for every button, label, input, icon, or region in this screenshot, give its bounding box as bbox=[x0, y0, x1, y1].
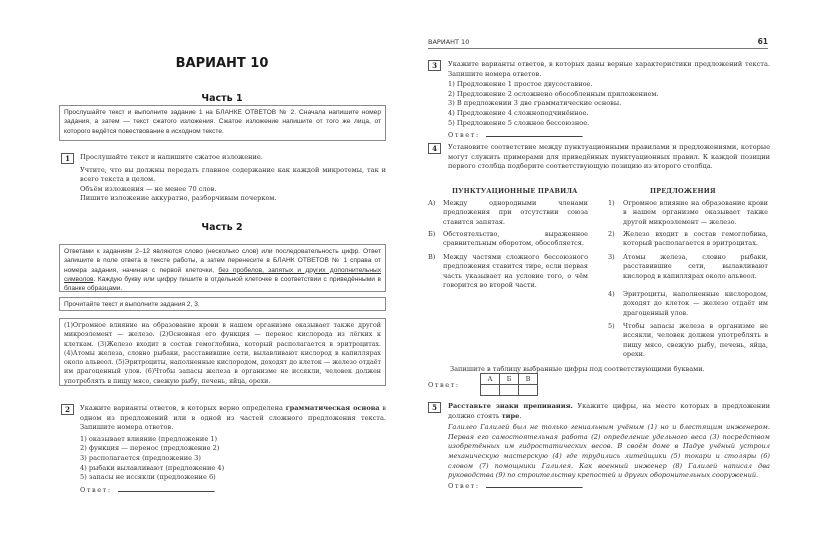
table-instruction: Запишите в таблицу выбранные цифры под соответствующими буквами. bbox=[450, 365, 705, 373]
task-1-line: Учтите, что вы должны передать главное содержание как каждой микротемы, так и всего текста в целом. bbox=[80, 165, 386, 184]
prompt-bold: Расставьте знаки препинания. bbox=[448, 402, 573, 410]
sentence-item-3 bbox=[608, 253, 768, 285]
sentence-text: Огромное влияние на образование крови в нашем организме оказывает также другой микроэлемент — железо. bbox=[623, 199, 768, 226]
prompt-bold-2: тире bbox=[501, 411, 520, 420]
right-page bbox=[410, 0, 820, 553]
rule-label: Б) bbox=[428, 230, 436, 238]
rule-text: Обстоятельство, выраженное сравнительным оборотом, обособляется. bbox=[443, 230, 588, 248]
answer-cell-a[interactable] bbox=[481, 385, 500, 396]
prompt-text: Укажите варианты ответов, в которых верно определена bbox=[80, 404, 286, 412]
sentence-label: 2) bbox=[608, 230, 615, 238]
sentence-text: Железо входит в состав гемоглобина, который располагается в эритроцитах. bbox=[623, 230, 768, 248]
prompt-bold: грамматическая основа bbox=[285, 404, 380, 412]
task-5-answer-row bbox=[448, 481, 770, 492]
task-2-option: 1) оказывает влияние (предложение 1) bbox=[80, 434, 218, 443]
prompt-text: Укажите цифры, на месте которых в предложении должно стоять bbox=[448, 402, 770, 420]
answer-cell-b[interactable] bbox=[500, 385, 519, 396]
answer-label: Ответ: bbox=[448, 131, 480, 140]
answer-end: . bbox=[213, 485, 216, 494]
answer-table-header-v: В bbox=[519, 374, 538, 385]
task-4 bbox=[428, 143, 770, 189]
task-2-body bbox=[80, 404, 386, 495]
task-2-answer-row bbox=[80, 485, 386, 496]
task-2-option: 4) рыбаки вылавливают (предложение 4) bbox=[80, 463, 225, 472]
answer-table-header-b: Б bbox=[500, 374, 519, 385]
task-2-answer-field[interactable] bbox=[118, 485, 214, 492]
task-3-prompt: Укажите варианты ответов, в которых даны верные характеристики предложений текста. Запишите номера ответов. bbox=[448, 60, 770, 78]
read-instruction-box: Прочитайте текст и выполните задания 2, 3. bbox=[59, 297, 386, 311]
task-3 bbox=[428, 60, 770, 140]
answer-label: Ответ: bbox=[448, 481, 480, 490]
running-head bbox=[428, 37, 768, 49]
task-5-answer-field[interactable] bbox=[486, 481, 582, 488]
answer-end: . bbox=[581, 481, 584, 490]
task-3-option: 2) Предложение 2 осложнено обособленным приложением. bbox=[448, 89, 659, 98]
answer-label: Ответ: bbox=[80, 485, 112, 494]
answer-table-value-row bbox=[481, 385, 538, 396]
task-5-prompt bbox=[448, 402, 770, 421]
part2-title: Часть 2 bbox=[201, 222, 243, 233]
part2-instruction-text: Ответами к заданиям 2–12 являются слово (несколько слов) или последовательность цифр. Ответ запишите в поле ответа в тексте работы, а затем перенесите в БЛАНК ОТВЕТОВ № 1 справа от номера задания, начиная с первой клеточки, bbox=[64, 248, 381, 274]
rule-label: В) bbox=[428, 253, 436, 261]
task-3-answer-row bbox=[448, 130, 770, 141]
rule-item-v bbox=[428, 253, 588, 293]
prompt-text-end: в одном из предложений или в одной из частей сложного предложения текста. Запишите номера ответов. bbox=[80, 404, 386, 432]
sentences-column-header: ПРЕДЛОЖЕНИЯ bbox=[650, 187, 716, 195]
rules-column-header: ПУНКТУАЦИОННЫЕ ПРАВИЛА bbox=[452, 187, 578, 195]
task-5-text: Галилео Галилей был не только гениальным учёным (1) но и блестящим инженером. Первая его самостоятельная работа (2) определение удельного веса (3) посредством изобретённых им гидростатических весов. В своём доме в Падуе учёный устроил механическую мастерскую (4) где трудились литейщики (5) токари и столяры (6) словом (7) помощники Галилея. Как военный инженер (8) Галилей написал два руководства (9) по строительству крепостей и других оборонительных сооружений. bbox=[448, 423, 770, 480]
answer-cell-v[interactable] bbox=[519, 385, 538, 396]
sentence-item-4 bbox=[608, 290, 768, 320]
task-4-prompt: Установите соответствие между пунктуационными правилами и предложениями, которые могут служить примерами для приведённых пунктуационных правил. К каждой позиции первого столбца подберите соответствующую позицию из второго столбца. bbox=[448, 143, 770, 171]
task-3-answer-field[interactable] bbox=[486, 130, 584, 140]
task-2-option: 5) запасы не иссякли (предложение 6) bbox=[80, 473, 216, 482]
task-number-3: 3 bbox=[428, 60, 441, 71]
task-number-1: 1 bbox=[61, 153, 74, 164]
sentence-text: Атомы железа, словно рыбаки, расставившие сети, вылавливают кислород в капиллярах около альвеол. bbox=[623, 253, 768, 280]
sentence-label: 3) bbox=[608, 253, 615, 261]
answer-table-header-a: А bbox=[481, 374, 500, 385]
task-4-answer-label: Ответ: bbox=[428, 381, 460, 389]
answer-end: . bbox=[581, 131, 584, 140]
task-1 bbox=[61, 153, 387, 213]
task-3-option: 4) Предложение 4 сложноподчинённое. bbox=[448, 108, 589, 117]
task-number-5: 5 bbox=[428, 402, 441, 413]
task-4-answer-table bbox=[480, 373, 538, 396]
sentence-text: Чтобы запасы железа в организме не иссякли, человек должен употреблять в пищу мясо, свежую рыбу, печень, яйца, орехи. bbox=[623, 322, 768, 358]
answer-table-header-row bbox=[481, 374, 538, 385]
task-5-body bbox=[448, 402, 770, 491]
task-2-option: 2) функция — перенос (предложение 2) bbox=[80, 444, 220, 453]
running-head-title: ВАРИАНТ 10 bbox=[428, 38, 470, 46]
sentence-label: 4) bbox=[608, 290, 615, 298]
variant-title: ВАРИАНТ 10 bbox=[175, 56, 269, 71]
task-3-body bbox=[448, 60, 770, 141]
task-number-2: 2 bbox=[61, 404, 74, 415]
task-number-4: 4 bbox=[428, 143, 441, 154]
rule-text: Между однородными членами предложения при отсутствии союза ставится запятая. bbox=[443, 199, 588, 226]
sentence-label: 5) bbox=[608, 322, 615, 330]
rule-item-a bbox=[428, 199, 588, 229]
task-3-option: 1) Предложение 1 простое двусоставное. bbox=[448, 80, 593, 89]
sentence-item-1 bbox=[608, 199, 768, 229]
sentence-text: Эритроциты, наполненные кислородом, доходят до клеток — железо отдаёт им драгоценный улов. bbox=[623, 290, 768, 317]
task-5 bbox=[428, 402, 770, 502]
part1-instruction-box: Прослушайте текст и выполните задание 1 на БЛАНКЕ ОТВЕТОВ № 2. Сначала напишите номер задания, а затем — текст сжатого изложения. Сжатое изложение напишите от того же лица, от которого ведётся повествование в исходном тексте. bbox=[59, 105, 386, 141]
task-1-line: Прослушайте текст и напишите сжатое изложение. bbox=[80, 153, 263, 161]
part2-instruction-text-end: . Каждую букву или цифру пишите в отдельной клеточке в соответствии с приведёнными в бланке образцами. bbox=[64, 275, 381, 293]
task-2 bbox=[61, 404, 387, 504]
task-1-body bbox=[80, 153, 386, 204]
sentence-label: 1) bbox=[608, 199, 615, 207]
rule-text: Между частями сложного бессоюзного предложения ставится тире, если первая часть указывает на условие того, о чём говорится во второй части. bbox=[443, 253, 588, 289]
sentence-item-5 bbox=[608, 322, 768, 362]
reading-text-box: (1)Огромное влияние на образование крови в нашем организме оказывает также другой микроэлемент — железо. (2)Основная его функция — перенос кислорода из лёгких к клеткам. (3)Железо входит в состав гемоглобина, который располагается в эритроцитах. (4)Атомы железа, словно рыбаки, расставившие сети, вылавливают кислород в капиллярах около альвеол. (5)Эритроциты, наполненные кислородом, доходят до клеток — железо отдаёт им драгоценный улов. (6)Чтобы запасы железа в организме не иссякли, человек должен употреблять в пищу мясо, свежую рыбу, печень, яйца, орехи. bbox=[59, 318, 386, 386]
page-number: 61 bbox=[757, 37, 768, 46]
part2-instruction-underlined: без пробелов, запятых и других дополнительных символов bbox=[64, 266, 382, 283]
task-3-option: 3) В предложении 3 две грамматические основы. bbox=[448, 99, 622, 108]
part1-title: Часть 1 bbox=[201, 93, 243, 104]
prompt-end: . bbox=[519, 411, 522, 420]
part2-instruction-box bbox=[59, 244, 386, 292]
sentence-item-2 bbox=[608, 230, 768, 252]
task-3-option: 5) Предложение 5 сложное бессоюзное. bbox=[448, 118, 590, 127]
task-2-option: 3) располагается (предложение 3) bbox=[80, 453, 201, 462]
task-2-prompt bbox=[80, 404, 386, 433]
task-1-line: Пишите изложение аккуратно, разборчивым почерком. bbox=[80, 194, 277, 203]
rule-item-b bbox=[428, 230, 588, 252]
task-1-line: Объём изложения — не менее 70 слов. bbox=[80, 184, 217, 193]
rule-label: А) bbox=[428, 199, 436, 207]
